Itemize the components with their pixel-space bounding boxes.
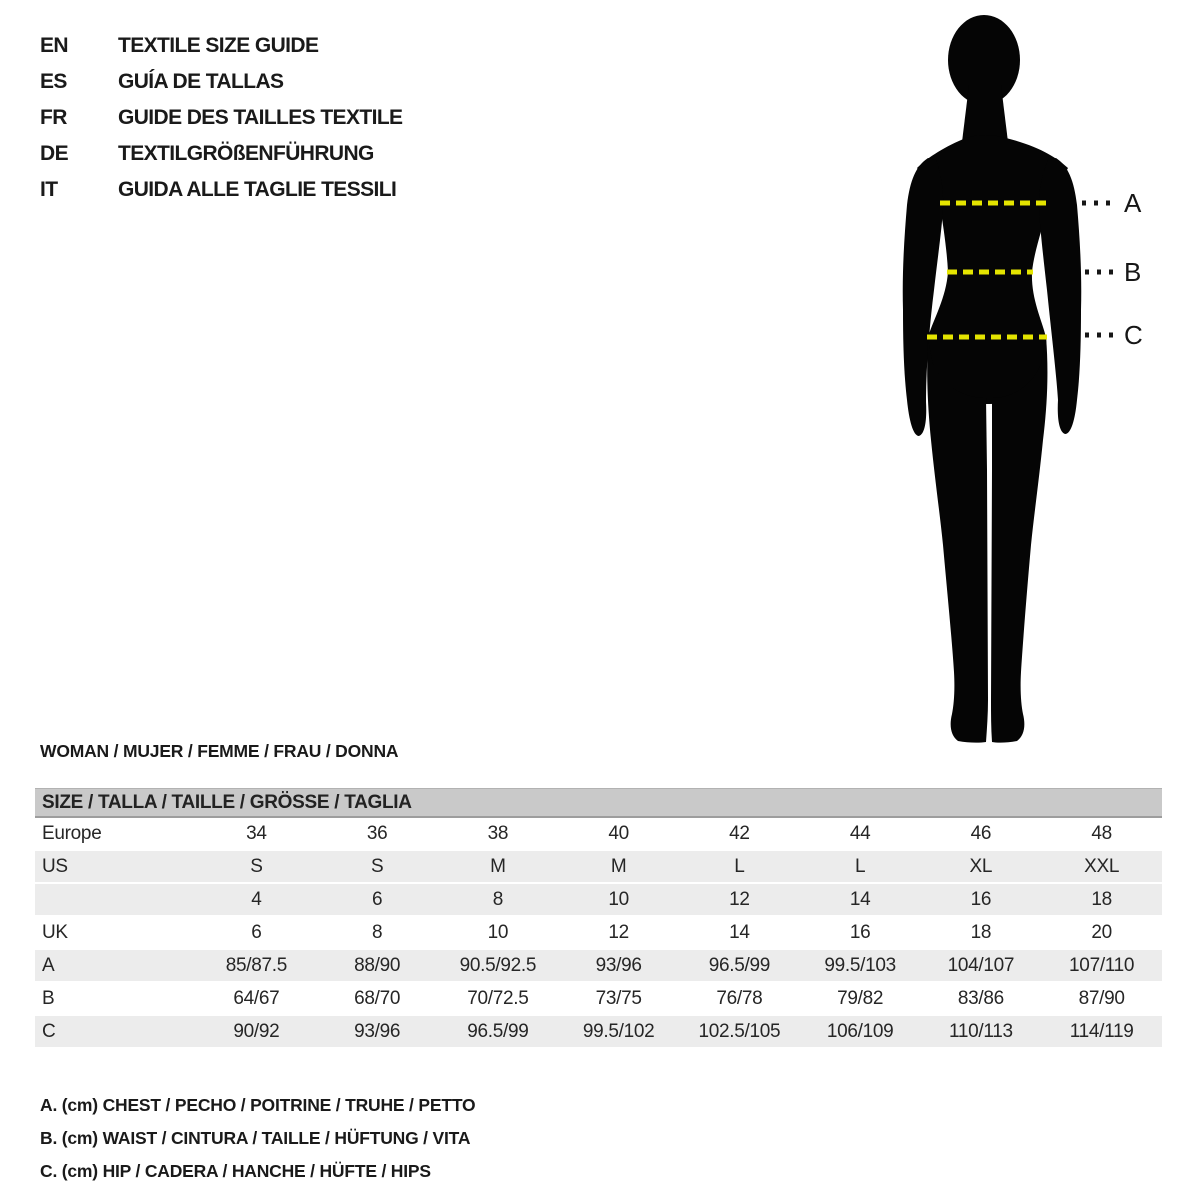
size-cell: 85/87.5: [196, 949, 317, 982]
size-cell: 96.5/99: [438, 1015, 559, 1048]
size-cell: 10: [438, 916, 559, 949]
size-cell: 38: [438, 818, 559, 850]
size-cell: 14: [800, 883, 921, 916]
size-cell: 114/119: [1041, 1015, 1162, 1048]
language-title: GUÍA DE TALLAS: [118, 70, 284, 93]
size-cell: 70/72.5: [438, 982, 559, 1015]
measurement-legend: [40, 1089, 475, 1188]
size-cell: 88/90: [317, 949, 438, 982]
silhouette-right-leg: [991, 337, 1047, 743]
marker-letter-b: B: [1124, 257, 1142, 287]
size-cell: M: [558, 850, 679, 883]
language-list: [40, 28, 402, 208]
size-cell: 99.5/102: [558, 1015, 679, 1048]
size-cell: 73/75: [558, 982, 679, 1015]
size-cell: 8: [438, 883, 559, 916]
size-table-grid: [35, 818, 1162, 1049]
size-cell: 14: [679, 916, 800, 949]
size-cell: 110/113: [921, 1015, 1042, 1048]
size-cell: 40: [558, 818, 679, 850]
language-code: FR: [40, 106, 67, 129]
legend-hip: C. (cm) HIP / CADERA / HANCHE / HÜFTE / HIPS: [40, 1161, 431, 1181]
size-cell: 90/92: [196, 1015, 317, 1048]
language-code: ES: [40, 70, 67, 93]
size-cell: S: [317, 850, 438, 883]
size-cell: 107/110: [1041, 949, 1162, 982]
size-cell: 93/96: [317, 1015, 438, 1048]
size-cell: 102.5/105: [679, 1015, 800, 1048]
row-label: Europe: [35, 818, 196, 850]
table-row: [35, 818, 1162, 850]
size-cell: 42: [679, 818, 800, 850]
size-cell: 83/86: [921, 982, 1042, 1015]
table-row: [35, 949, 1162, 982]
size-cell: 90.5/92.5: [438, 949, 559, 982]
size-cell: 79/82: [800, 982, 921, 1015]
size-cell: 93/96: [558, 949, 679, 982]
table-row: [35, 1015, 1162, 1048]
size-cell: 48: [1041, 818, 1162, 850]
language-title: GUIDE DES TAILLES TEXTILE: [118, 106, 403, 129]
marker-letter-c: C: [1124, 320, 1143, 350]
language-code: IT: [40, 178, 58, 201]
size-table-header: SIZE / TALLA / TAILLE / GRÖSSE / TAGLIA: [35, 788, 1162, 818]
size-cell: 68/70: [317, 982, 438, 1015]
row-label: A: [35, 949, 196, 982]
language-row-de: [40, 136, 402, 172]
size-cell: XXL: [1041, 850, 1162, 883]
table-row: [35, 883, 1162, 916]
size-cell: 46: [921, 818, 1042, 850]
row-label: US: [35, 850, 196, 883]
size-cell: 16: [800, 916, 921, 949]
size-cell: XL: [921, 850, 1042, 883]
size-cell: 64/67: [196, 982, 317, 1015]
row-label: UK: [35, 916, 196, 949]
language-row-it: [40, 172, 402, 208]
table-row: [35, 850, 1162, 883]
size-cell: 18: [921, 916, 1042, 949]
size-cell: 99.5/103: [800, 949, 921, 982]
language-title: GUIDA ALLE TAGLIE TESSILI: [118, 178, 397, 201]
language-code: DE: [40, 142, 68, 165]
language-title: TEXTILGRÖßENFÜHRUNG: [118, 142, 374, 165]
size-cell: 96.5/99: [679, 949, 800, 982]
size-cell: 106/109: [800, 1015, 921, 1048]
size-cell: 87/90: [1041, 982, 1162, 1015]
legend-chest: A. (cm) CHEST / PECHO / POITRINE / TRUHE / PETTO: [40, 1095, 476, 1115]
table-row: [35, 982, 1162, 1015]
size-cell: 6: [317, 883, 438, 916]
row-label: [35, 883, 196, 916]
marker-letter-a: A: [1124, 188, 1142, 218]
size-cell: 18: [1041, 883, 1162, 916]
size-cell: 34: [196, 818, 317, 850]
size-cell: 16: [921, 883, 1042, 916]
size-cell: 12: [558, 916, 679, 949]
size-cell: M: [438, 850, 559, 883]
silhouette-left-leg: [927, 340, 988, 743]
size-cell: 12: [679, 883, 800, 916]
size-cell: 6: [196, 916, 317, 949]
row-label: C: [35, 1015, 196, 1048]
size-cell: 76/78: [679, 982, 800, 1015]
size-cell: 36: [317, 818, 438, 850]
size-cell: 8: [317, 916, 438, 949]
woman-silhouette-figure: [850, 0, 1200, 760]
size-cell: 4: [196, 883, 317, 916]
size-cell: 10: [558, 883, 679, 916]
size-cell: 20: [1041, 916, 1162, 949]
legend-waist: B. (cm) WAIST / CINTURA / TAILLE / HÜFTUNG / VITA: [40, 1128, 471, 1148]
size-cell: 44: [800, 818, 921, 850]
size-cell: L: [800, 850, 921, 883]
size-cell: S: [196, 850, 317, 883]
language-row-en: [40, 28, 402, 64]
size-cell: L: [679, 850, 800, 883]
row-label: B: [35, 982, 196, 1015]
size-cell: 104/107: [921, 949, 1042, 982]
language-code: EN: [40, 34, 68, 57]
size-table: [35, 788, 1162, 1049]
silhouette-neck: [962, 85, 1008, 142]
language-row-es: [40, 64, 402, 100]
language-title: TEXTILE SIZE GUIDE: [118, 34, 319, 57]
table-row: [35, 916, 1162, 949]
language-row-fr: [40, 100, 402, 136]
section-title: WOMAN / MUJER / FEMME / FRAU / DONNA: [40, 741, 399, 761]
